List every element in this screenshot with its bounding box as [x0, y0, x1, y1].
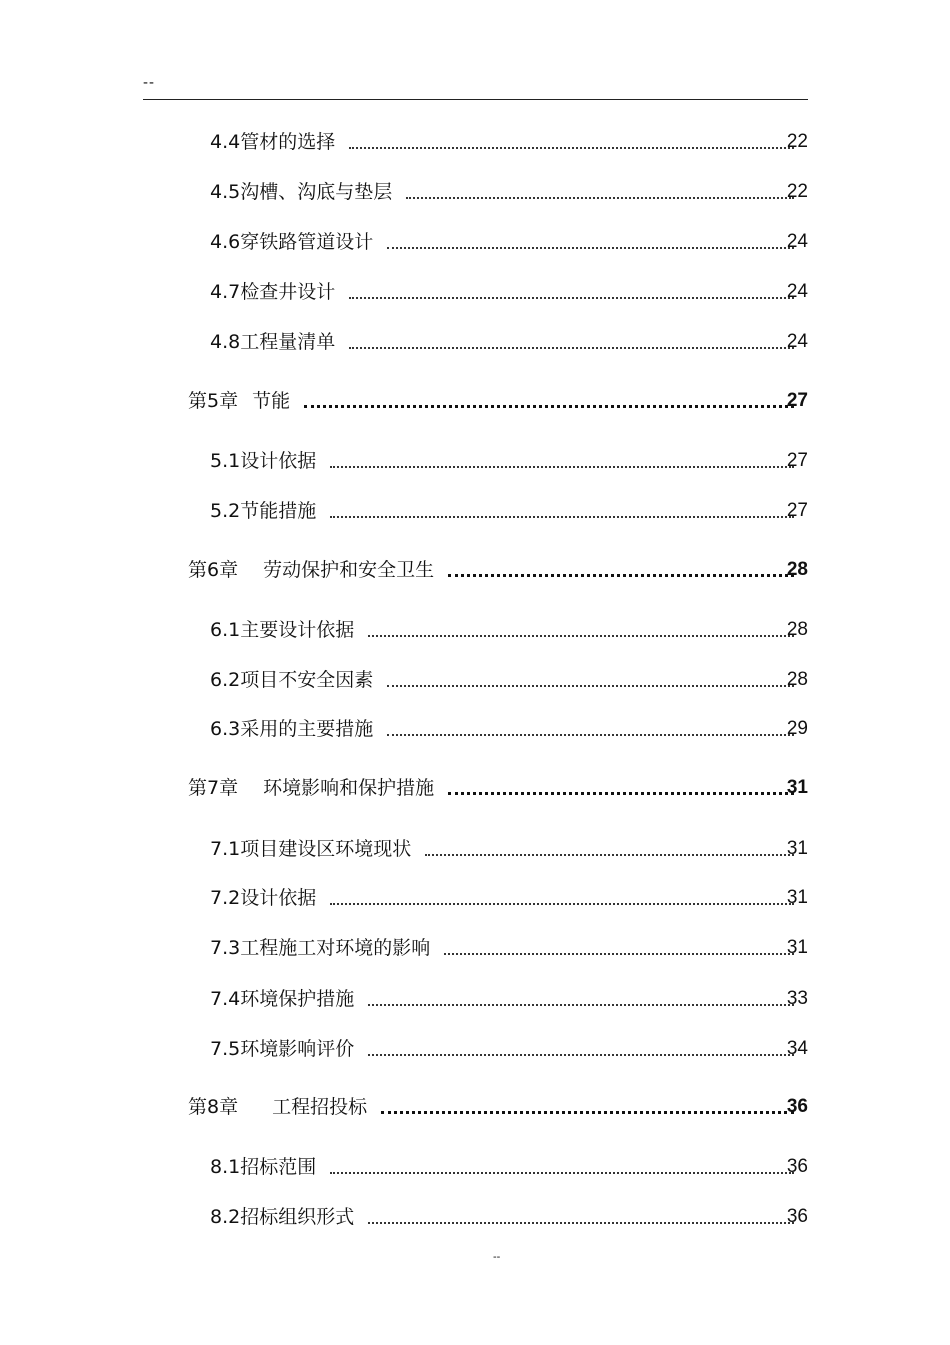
toc-entry-page: 22 [786, 181, 808, 202]
toc-entry-label: 7.3工程施工对环境的影响 [210, 937, 431, 959]
toc-entry-label: 7.2设计依据 [210, 887, 317, 909]
toc-entry-label: 5.1设计依据 [210, 450, 317, 472]
dot-leader [425, 854, 794, 856]
toc-chapter-entry[interactable] [188, 774, 808, 802]
toc-entry[interactable] [210, 666, 808, 694]
dot-leader [448, 792, 794, 795]
toc-entry[interactable] [210, 178, 808, 206]
toc-entry-page: 28 [786, 559, 808, 580]
chapter-title: 环境影响和保护措施 [263, 777, 435, 799]
toc-entry-label: 7.4环境保护措施 [210, 988, 355, 1010]
toc-entry[interactable] [210, 447, 808, 475]
toc-entry-label: 4.6穿铁路管道设计 [210, 231, 374, 253]
toc-entry[interactable] [210, 934, 808, 962]
toc-entry-page: 31 [786, 777, 808, 798]
toc-entry-label: 5.2节能措施 [210, 500, 317, 522]
chapter-title: 劳动保护和安全卫生 [263, 559, 435, 581]
dot-leader [330, 466, 794, 468]
toc-chapter-entry[interactable] [188, 387, 808, 415]
toc-entry[interactable] [210, 128, 808, 156]
toc-entry-page: 36 [786, 1096, 808, 1117]
toc-entry-page: 36 [786, 1156, 808, 1177]
toc-entry-page: 36 [786, 1206, 808, 1227]
toc-entry[interactable] [210, 715, 808, 743]
toc-entry[interactable] [210, 228, 808, 256]
toc-entry-page: 27 [786, 390, 808, 411]
chapter-number: 第6章 [188, 559, 239, 581]
dot-leader [444, 953, 794, 955]
dot-leader [304, 405, 794, 408]
dot-leader [330, 516, 794, 518]
toc-entry-page: 33 [786, 988, 808, 1009]
toc-entry-page: 34 [786, 1038, 808, 1059]
dot-leader [330, 903, 794, 905]
toc-entry-page: 24 [786, 281, 808, 302]
chapter-title: 节能 [252, 390, 291, 412]
dot-leader [330, 1172, 794, 1174]
dot-leader [349, 347, 794, 349]
toc-entry[interactable] [210, 278, 808, 306]
toc-entry-label: 7.1项目建设区环境现状 [210, 838, 412, 860]
dot-leader [349, 147, 794, 149]
toc-entry-page: 28 [786, 669, 808, 690]
toc-entry[interactable] [210, 1153, 808, 1181]
dot-leader [387, 685, 794, 687]
toc-entry-label: 6.1主要设计依据 [210, 619, 355, 641]
page-header-mark: -- [143, 74, 155, 91]
toc-entry[interactable] [210, 835, 808, 863]
toc-entry-page: 24 [786, 331, 808, 352]
chapter-title: 工程招投标 [272, 1096, 368, 1118]
toc-chapter-entry[interactable] [188, 556, 808, 584]
toc-entry-label: 7.5环境影响评价 [210, 1038, 355, 1060]
toc-entry-page: 28 [786, 619, 808, 640]
toc-entry[interactable] [210, 985, 808, 1013]
toc-entry-label: 8.2招标组织形式 [210, 1206, 355, 1228]
toc-entry-label: 4.5沟槽、沟底与垫层 [210, 181, 393, 203]
chapter-number: 第5章 [188, 390, 239, 412]
toc-entry-page: 24 [786, 231, 808, 252]
toc-entry[interactable] [210, 1203, 808, 1231]
toc-entry-page: 31 [786, 838, 808, 859]
toc-entry[interactable] [210, 497, 808, 525]
dot-leader [448, 574, 794, 577]
toc-entry-page: 29 [786, 718, 808, 739]
toc-chapter-entry[interactable] [188, 1093, 808, 1121]
chapter-number: 第7章 [188, 777, 239, 799]
toc-entry-label: 6.2项目不安全因素 [210, 669, 374, 691]
dot-leader [406, 197, 794, 199]
toc-entry-label: 4.7检查井设计 [210, 281, 336, 303]
dot-leader [368, 1004, 794, 1006]
toc-entry-page: 27 [786, 500, 808, 521]
chapter-number: 第8章 [188, 1096, 239, 1118]
toc-entry-page: 31 [786, 887, 808, 908]
dot-leader [387, 734, 794, 736]
dot-leader [368, 1222, 794, 1224]
toc-entry-page: 27 [786, 450, 808, 471]
toc-entry-page: 31 [786, 937, 808, 958]
dot-leader [387, 247, 794, 249]
toc-entry-label: 8.1招标范围 [210, 1156, 317, 1178]
toc-entry-label: 4.4管材的选择 [210, 131, 336, 153]
toc-entry[interactable] [210, 616, 808, 644]
page-footer-mark: -- [493, 1251, 501, 1263]
dot-leader [349, 297, 794, 299]
toc-entry-page: 22 [786, 131, 808, 152]
toc-entry-label: 4.8工程量清单 [210, 331, 336, 353]
toc-entry[interactable] [210, 884, 808, 912]
toc-entry[interactable] [210, 328, 808, 356]
dot-leader [368, 1054, 794, 1056]
dot-leader [368, 635, 794, 637]
toc-entry[interactable] [210, 1035, 808, 1063]
dot-leader [381, 1111, 794, 1114]
toc-entry-label: 6.3采用的主要措施 [210, 718, 374, 740]
